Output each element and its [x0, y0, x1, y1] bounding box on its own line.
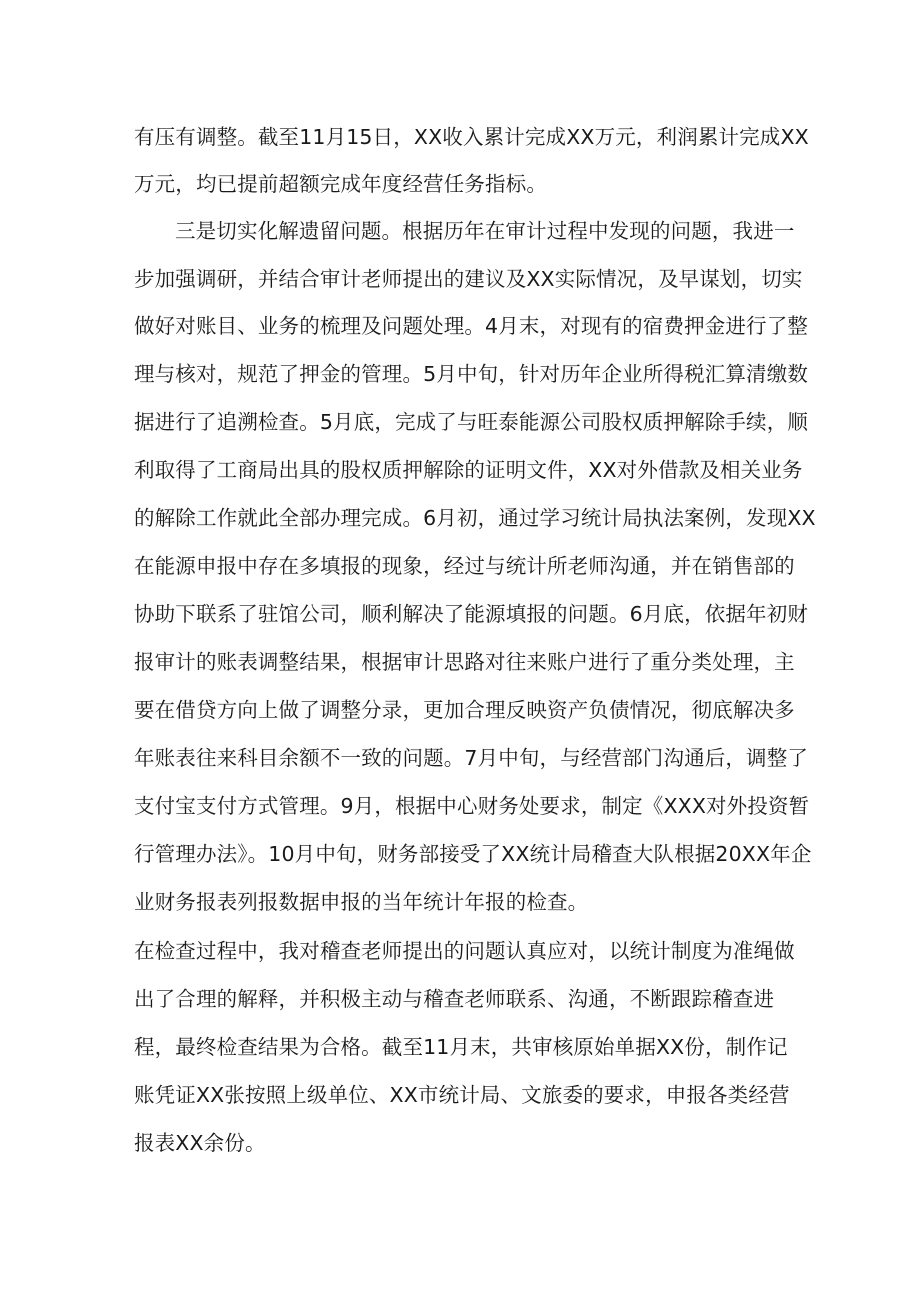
text-line-14: 年账表往来科目余额不一致的问题。7月中旬，与经营部门沟通后，调整了 [134, 746, 808, 770]
text-line-10: 在能源申报中存在多填报的现象，经过与统计所老师沟通，并在销售部的 [134, 554, 795, 578]
text-line-3: 三是切实化解遗留问题。根据历年在审计过程中发现的问题，我进一 [175, 219, 795, 243]
text-line-13: 要在借贷方向上做了调整分录，更加合理反映资产负债情况，彻底解决多 [134, 698, 795, 722]
text-line-6: 理与核对，规范了押金的管理。5月中旬，针对历年企业所得税汇算清缴数 [134, 362, 808, 386]
text-line-11: 协助下联系了驻馆公司，顺利解决了能源填报的问题。6月底，依据年初财 [134, 602, 808, 626]
text-line-9: 的解除工作就此全部办理完成。6月初，通过学习统计局执法案例，发现XX [134, 506, 816, 530]
text-line-17: 业财务报表列报数据申报的当年统计年报的检查。 [134, 890, 589, 914]
text-line-20: 程，最终检查结果为合格。截至11月末，共审核原始单据XX份，制作记 [134, 1035, 788, 1059]
text-line-1: 有压有调整。截至11月15日，XX收入累计完成XX万元，利润累计完成XX [134, 125, 809, 149]
text-line-21: 账凭证XX张按照上级单位、XX市统计局、文旅委的要求，申报各类经营 [134, 1083, 790, 1107]
text-line-15: 支付宝支付方式管理。9月，根据中心财务处要求，制定《XXX对外投资暂 [134, 794, 810, 818]
text-line-5: 做好对账目、业务的梳理及问题处理。4月末，对现有的宿费押金进行了整 [134, 314, 808, 338]
text-line-12: 报审计的账表调整结果，根据审计思路对往来账户进行了重分类处理，主 [134, 650, 795, 674]
text-line-2: 万元，均已提前超额完成年度经营任务指标。 [134, 172, 547, 196]
text-line-16: 行管理办法》。10月中旬，财务部接受了XX统计局稽查大队根据20XX年企 [134, 842, 812, 866]
text-line-19: 出了合理的解释，并积极主动与稽查老师联系、沟通，不断跟踪稽查进 [134, 987, 775, 1011]
text-line-22: 报表XX余份。 [134, 1131, 266, 1155]
text-line-4: 步加强调研，并结合审计老师提出的建议及XX实际情况，及早谋划，切实 [134, 267, 803, 291]
text-line-7: 据进行了追溯检查。5月底，完成了与旺泰能源公司股权质押解除手续，顺 [134, 410, 808, 434]
text-line-18: 在检查过程中，我对稽查老师提出的问题认真应对，以统计制度为准绳做 [134, 939, 795, 963]
text-line-8: 利取得了工商局出具的股权质押解除的证明文件，XX对外借款及相关业务 [134, 458, 803, 482]
